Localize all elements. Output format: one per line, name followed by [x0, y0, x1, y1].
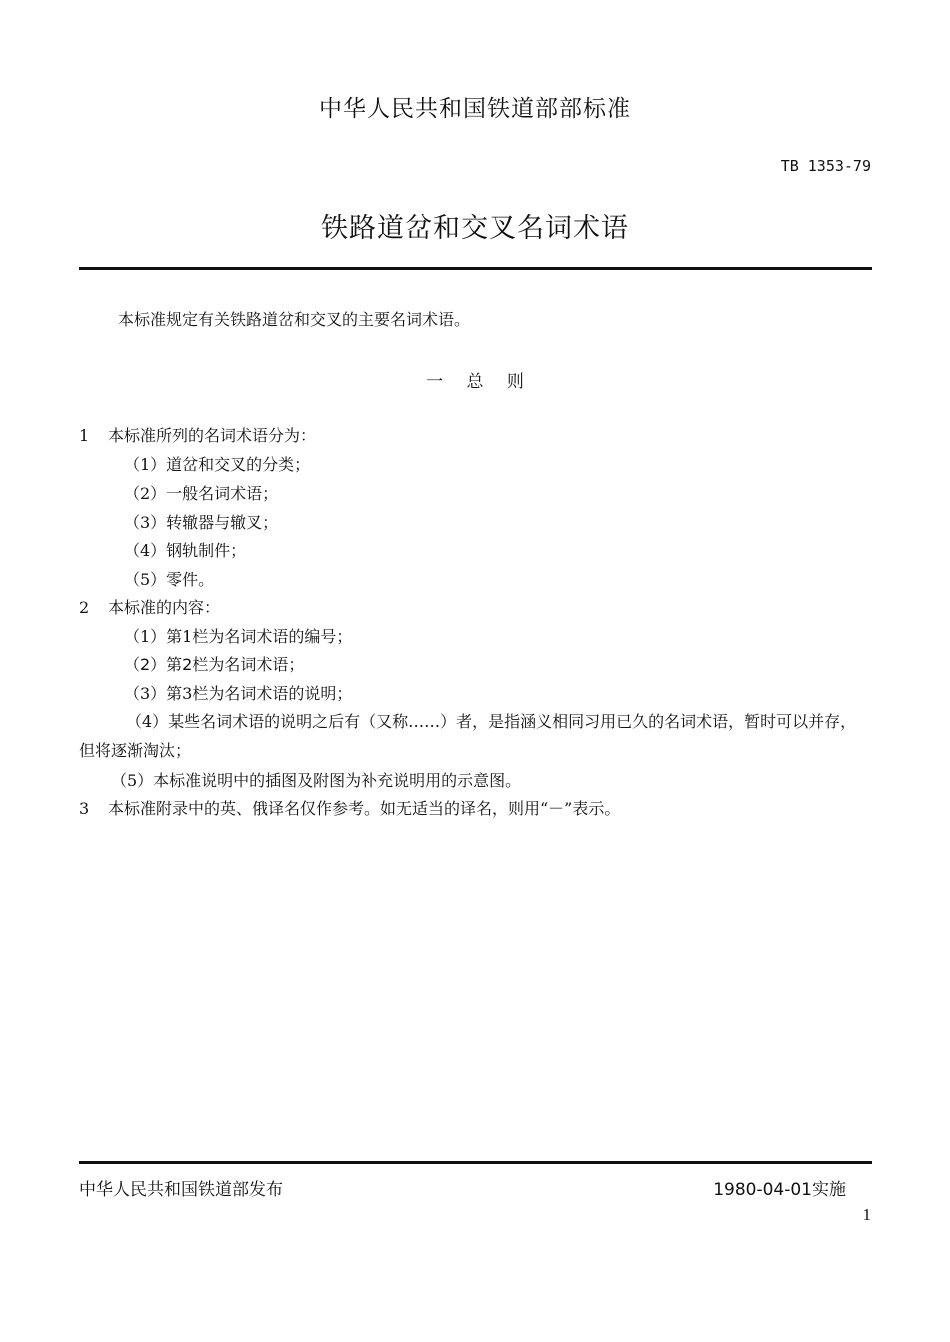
page-number: 1 [862, 1205, 871, 1224]
list-item: （5）本标准说明中的插图及附图为补充说明用的示意图。 [111, 771, 522, 790]
clause-number: 1 [79, 426, 90, 445]
section-heading: 一 总 则 [426, 372, 524, 392]
clause-text: 本标准附录中的英、俄译名仅作参考。如无适当的译名，则用“－”表示。 [108, 799, 621, 818]
list-item: （3）第3栏为名词术语的说明； [124, 684, 353, 703]
list-item: （1）第1栏为名词术语的编号； [124, 627, 353, 646]
clause-text: 本标准的内容： [108, 598, 221, 617]
issuer-standard-heading: 中华人民共和国铁道部部标准 [319, 96, 631, 122]
clause-number: 2 [79, 598, 90, 617]
document-title: 铁路道岔和交叉名词术语 [321, 213, 629, 244]
list-item: （1）道岔和交叉的分类； [124, 455, 311, 474]
footer-divider [79, 1161, 872, 1164]
clause-number: 3 [79, 799, 90, 818]
standard-code: TB 1353-79 [780, 157, 871, 175]
list-item: （4）钢轨制件； [124, 541, 247, 560]
list-item: （3）转辙器与辙叉； [124, 513, 279, 532]
list-item-wrapped: （4）某些名词术语的说明之后有（又称……）者，是指涵义相同习用已久的名词术语，暂时可以并存，但将逐渐淘汰； [79, 712, 857, 760]
clause-text: 本标准所列的名词术语分为： [108, 426, 317, 445]
intro-paragraph: 本标准规定有关铁路道岔和交叉的主要名词术语。 [118, 310, 471, 329]
list-item: （5）零件。 [124, 570, 215, 589]
effective-date: 1980-04-01实施 [713, 1180, 846, 1200]
list-item: （2）第2栏为名词术语； [124, 655, 305, 674]
list-item: （2）一般名词术语； [124, 484, 279, 503]
publisher-line: 中华人民共和国铁道部发布 [79, 1180, 283, 1200]
title-divider [79, 267, 872, 270]
